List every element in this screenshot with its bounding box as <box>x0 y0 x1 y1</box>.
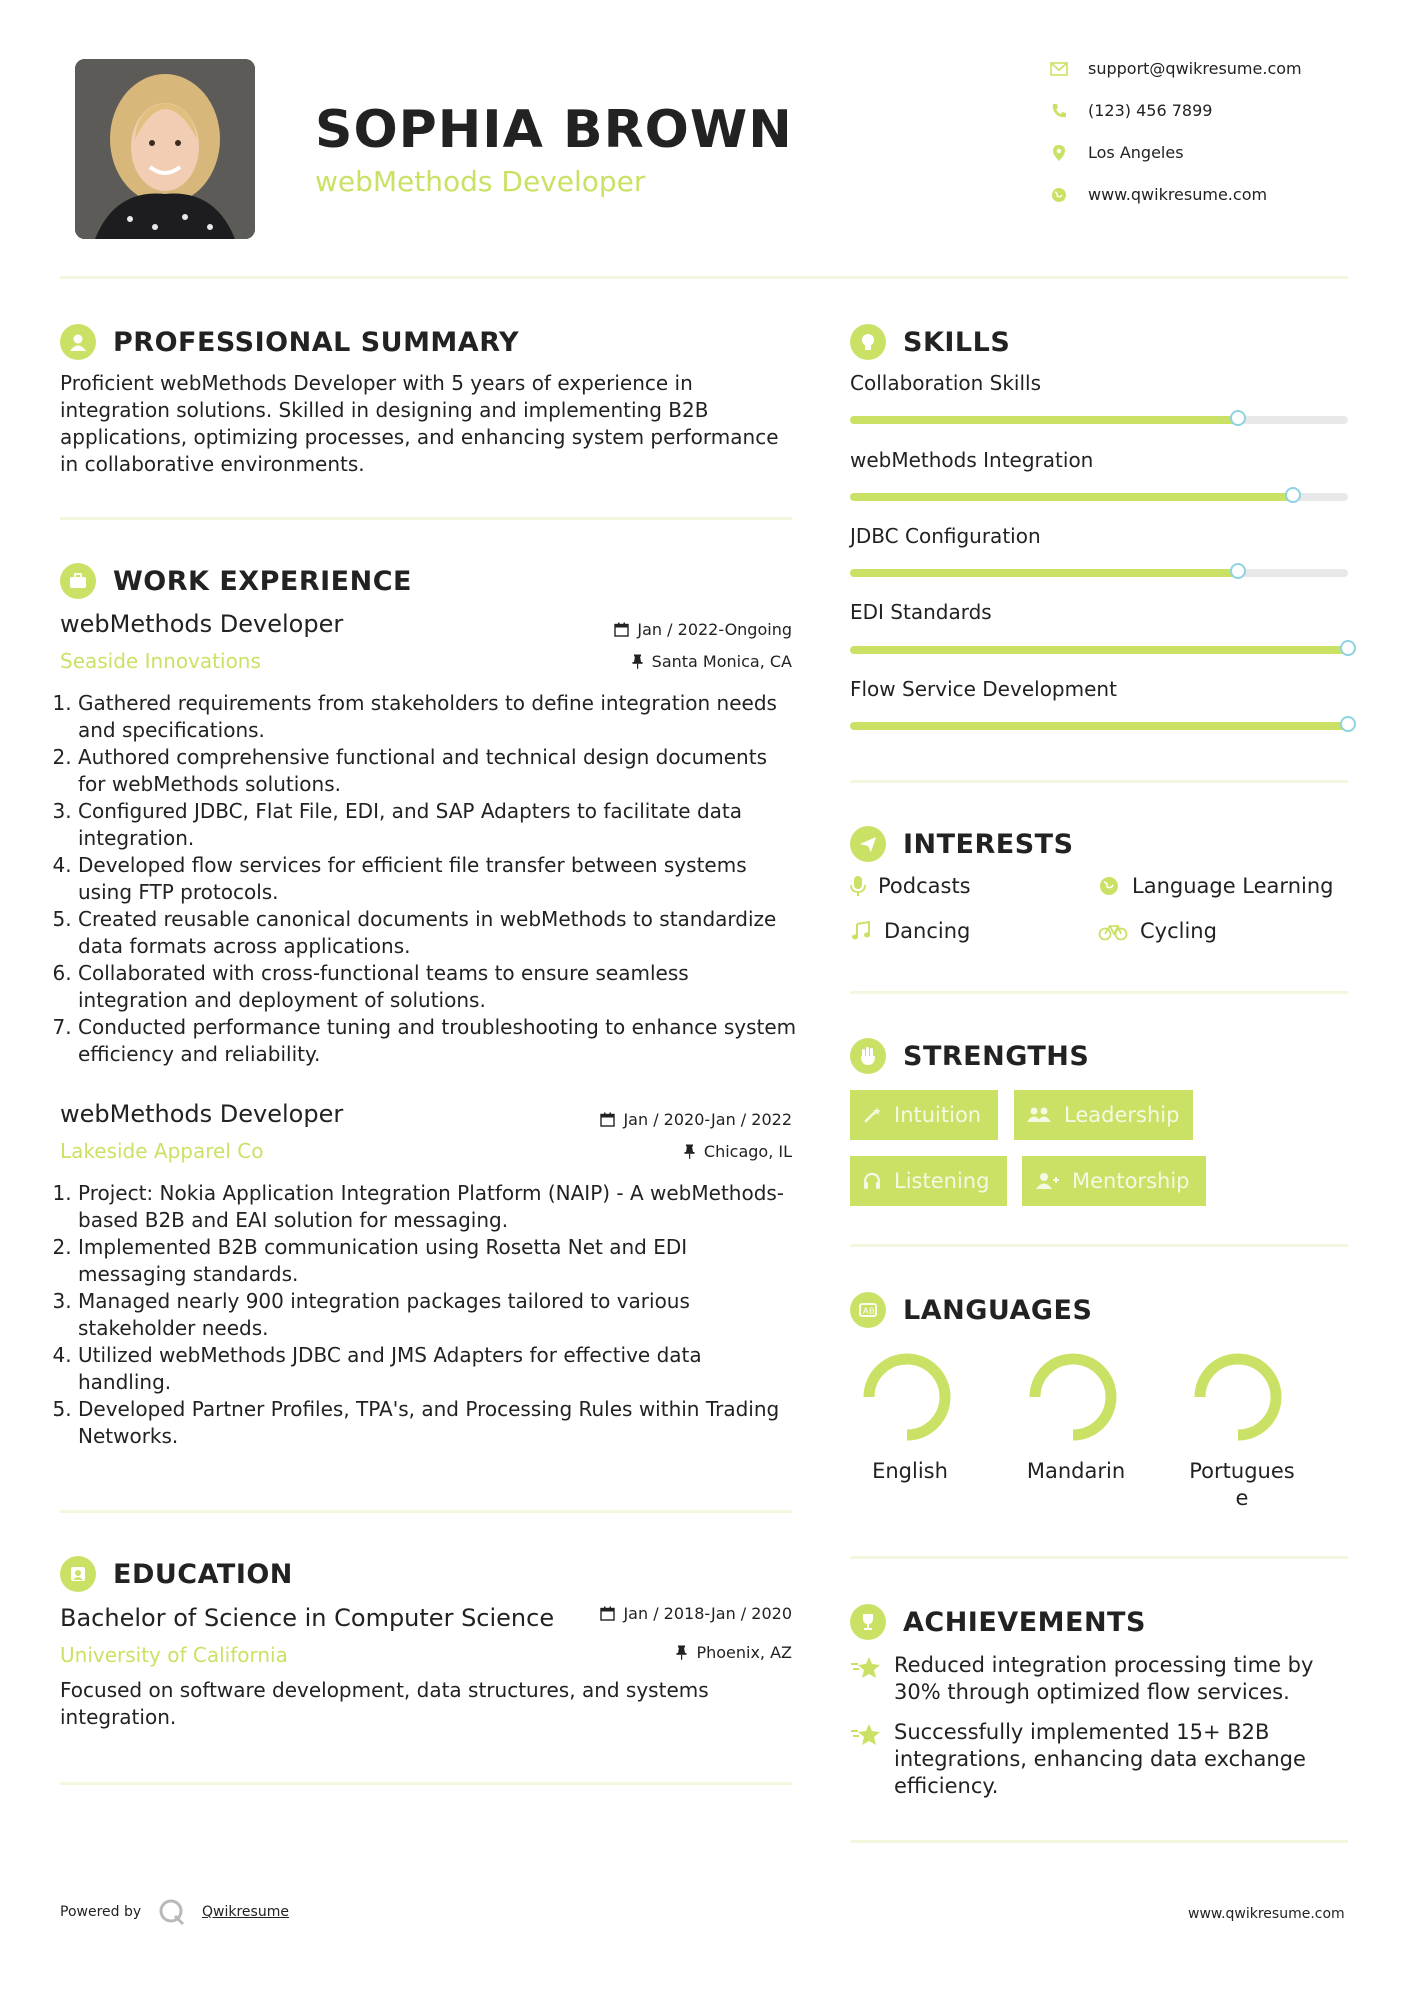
music-note-icon <box>850 920 872 942</box>
footer-url[interactable]: www.qwikresume.com <box>1188 1906 1345 1922</box>
candidate-role: webMethods Developer <box>315 165 646 198</box>
skill-knob <box>1230 563 1246 579</box>
skill-label: EDI Standards <box>850 600 992 624</box>
languages-section-header <box>850 1292 1092 1328</box>
language-label: English <box>872 1459 948 1483</box>
list-item: 2. Implemented B2B communication using Rosetta Net and EDI messaging standards. <box>78 1234 798 1288</box>
star-icon <box>850 1655 882 1679</box>
education-location: Phoenix, AZ <box>520 1643 792 1662</box>
skills-section-header <box>850 324 1010 360</box>
job-2-dates: Jan / 2020-Jan / 2022 <box>520 1110 792 1129</box>
trophy-icon <box>850 1604 886 1640</box>
microphone-icon <box>850 875 866 897</box>
strength-chip: Mentorship <box>1022 1156 1206 1206</box>
contact-phone[interactable]: (123) 456 7899 <box>1050 101 1212 120</box>
job-1-dates: Jan / 2022-Ongoing <box>520 620 792 639</box>
pushpin-icon <box>631 654 644 669</box>
summary-text: Proficient webMethods Developer with 5 years of experience in integration solutions. Skilled in designing and implementing B2B applications, optimizing processes, and enhancing system performance in collaborative environments. <box>60 371 779 476</box>
globe-icon <box>1098 875 1120 897</box>
strengths-title: STRENGTHS <box>903 1040 1090 1072</box>
lightbulb-icon <box>850 324 886 360</box>
job-1-location: Santa Monica, CA <box>520 652 792 671</box>
job-2-responsibilities <box>60 1180 798 1450</box>
skill-fill <box>850 722 1348 730</box>
skill-label: Collaboration Skills <box>850 371 1042 395</box>
interest-item: Dancing <box>850 919 970 943</box>
interests-section-header <box>850 826 1074 862</box>
skill-knob <box>1340 716 1356 732</box>
skill-knob <box>1285 487 1301 503</box>
achievements-divider <box>850 1840 1348 1843</box>
education-dates: Jan / 2018-Jan / 2020 <box>520 1604 792 1623</box>
list-item: 1. Project: Nokia Application Integration Platform (NAIP) - A webMethods-based B2B and EAI solution for messaging. <box>78 1180 798 1234</box>
language-ring-arc <box>1200 1359 1276 1435</box>
powered-by-label: Powered by <box>60 1904 142 1920</box>
pushpin-icon <box>675 1645 688 1660</box>
users-icon <box>1026 1105 1052 1125</box>
user-plus-icon <box>1034 1171 1060 1191</box>
summary-title: PROFESSIONAL SUMMARY <box>113 326 520 358</box>
achievements-title: ACHIEVEMENTS <box>903 1606 1146 1638</box>
achievements-section-header <box>850 1604 1146 1640</box>
phone-icon <box>1050 102 1068 120</box>
star-icon <box>850 1722 882 1746</box>
job-2-location: Chicago, IL <box>520 1142 792 1161</box>
qwikresume-logo-icon <box>158 1898 186 1930</box>
skill-label: Flow Service Development <box>850 677 1117 701</box>
header-divider <box>60 276 1348 279</box>
skills-divider <box>850 780 1348 783</box>
interests-divider <box>850 991 1348 994</box>
skill-fill <box>850 569 1238 577</box>
skill-label: webMethods Integration <box>850 448 1094 472</box>
job-2-title: webMethods Developer <box>60 1100 344 1128</box>
contact-location: Los Angeles <box>1050 143 1184 162</box>
bicycle-icon <box>1098 920 1128 942</box>
svg-text:A: A <box>863 1306 869 1316</box>
language-ring-arc <box>869 1359 945 1435</box>
list-item: 5. Created reusable canonical documents in webMethods to standardize data formats across applications. <box>78 906 798 960</box>
graduation-icon <box>60 1556 96 1592</box>
headphones-icon <box>862 1171 882 1191</box>
globe-icon <box>1050 186 1068 204</box>
language-ring <box>1023 1347 1123 1447</box>
calendar-icon <box>600 1606 615 1621</box>
skill-knob <box>1230 410 1246 426</box>
list-item: 4. Utilized webMethods JDBC and JMS Adapters for effective data handling. <box>78 1342 798 1396</box>
list-item: 2. Authored comprehensive functional and technical design documents for webMethods solutions. <box>78 744 798 798</box>
skill-bar <box>850 722 1348 730</box>
language-label: Portugues e <box>1189 1459 1295 1510</box>
skill-fill <box>850 493 1293 501</box>
skill-bar <box>850 493 1348 501</box>
calendar-icon <box>614 622 629 637</box>
achievement-item: Reduced integration processing time by 30% through optimized flow services. <box>850 1652 1348 1706</box>
language-ring <box>1188 1347 1288 1447</box>
languages-title: LANGUAGES <box>903 1294 1093 1326</box>
summary-section-header <box>60 324 519 360</box>
user-icon <box>60 324 96 360</box>
skill-fill <box>850 646 1348 654</box>
briefcase-icon <box>60 563 96 599</box>
strengths-divider <box>850 1244 1348 1247</box>
contact-email[interactable]: support@qwikresume.com <box>1050 59 1302 78</box>
strength-chip: Leadership <box>1014 1090 1193 1140</box>
envelope-icon <box>1050 60 1068 78</box>
job-1-responsibilities <box>60 690 798 1068</box>
job-1-title: webMethods Developer <box>60 610 344 638</box>
education-divider <box>60 1782 792 1785</box>
education-description: Focused on software development, data structures, and systems integration. <box>60 1678 709 1729</box>
list-item: 7. Conducted performance tuning and troubleshooting to enhance system efficiency and reliability. <box>78 1014 798 1068</box>
list-item: 1. Gathered requirements from stakeholders to define integration needs and specifications. <box>78 690 798 744</box>
pushpin-icon <box>683 1144 696 1159</box>
language-label: Mandarin <box>1026 1459 1126 1483</box>
list-item: 3. Managed nearly 900 integration packages tailored to various stakeholder needs. <box>78 1288 798 1342</box>
qwikresume-link[interactable]: Qwikresume <box>202 1904 289 1920</box>
job-1-company: Seaside Innovations <box>60 649 261 673</box>
job-2-company: Lakeside Apparel Co <box>60 1139 264 1163</box>
language-ring-arc <box>1035 1359 1111 1435</box>
candidate-name: SOPHIA BROWN <box>315 100 793 160</box>
education-title: EDUCATION <box>113 1558 293 1590</box>
skill-bar <box>850 646 1348 654</box>
magic-wand-icon <box>862 1105 882 1125</box>
achievement-item: Successfully implemented 15+ B2B integrations, enhancing data exchange efficiency. <box>850 1719 1348 1800</box>
degree-title: Bachelor of Science in Computer Science <box>60 1604 555 1632</box>
experience-divider <box>60 1510 792 1513</box>
skill-bar <box>850 569 1348 577</box>
strength-chip: Listening <box>850 1156 1007 1206</box>
interest-item: Podcasts <box>850 874 971 898</box>
skill-fill <box>850 416 1238 424</box>
list-item: 3. Configured JDBC, Flat File, EDI, and SAP Adapters to facilitate data integration. <box>78 798 798 852</box>
strength-chip: Intuition <box>850 1090 998 1140</box>
svg-text:B: B <box>869 1306 875 1316</box>
experience-section-header <box>60 563 412 599</box>
language-ring <box>857 1347 957 1447</box>
experience-title: WORK EXPERIENCE <box>113 565 412 597</box>
profile-photo <box>75 59 255 239</box>
skills-title: SKILLS <box>903 326 1011 358</box>
interest-item: Language Learning <box>1098 874 1333 898</box>
list-item: 6. Collaborated with cross-functional teams to ensure seamless integration and deployment of solutions. <box>78 960 798 1014</box>
language-icon <box>850 1292 886 1328</box>
paper-plane-icon <box>850 826 886 862</box>
languages-divider <box>850 1556 1348 1559</box>
education-section-header <box>60 1556 293 1592</box>
contact-website[interactable]: www.qwikresume.com <box>1050 185 1267 204</box>
list-item: 5. Developed Partner Profiles, TPA's, and Processing Rules within Trading Networks. <box>78 1396 798 1450</box>
school-name: University of California <box>60 1643 288 1667</box>
interest-item: Cycling <box>1098 919 1217 943</box>
skill-knob <box>1340 640 1356 656</box>
skill-bar <box>850 416 1348 424</box>
hand-icon <box>850 1038 886 1074</box>
summary-divider <box>60 517 792 520</box>
skill-label: JDBC Configuration <box>850 524 1041 548</box>
calendar-icon <box>600 1112 615 1127</box>
list-item: 4. Developed flow services for efficient file transfer between systems using FTP protocols. <box>78 852 798 906</box>
map-pin-icon <box>1050 144 1068 162</box>
strengths-section-header <box>850 1038 1089 1074</box>
interests-title: INTERESTS <box>903 828 1074 860</box>
